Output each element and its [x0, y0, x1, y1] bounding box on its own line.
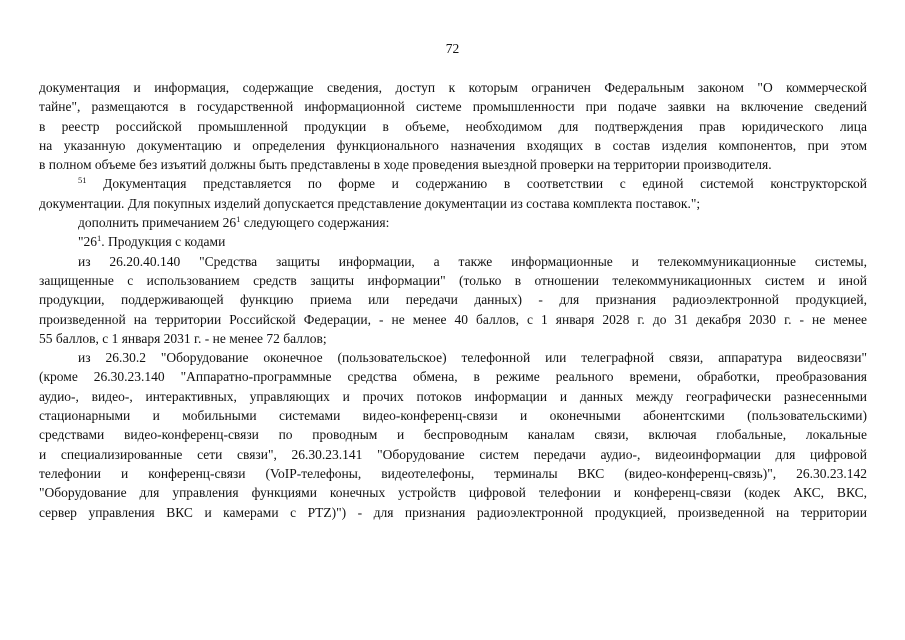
text-line: произведенной на территории Российской Федерации, - не менее 40 баллов, с 1 января 2028 г. до 31 декабря 2030 г. - не менее: [39, 311, 867, 327]
amendment-line: [39, 213, 867, 232]
text-line: документации. Для покупных изделий допускается представление документации из состава комплекта поставок.";: [39, 195, 701, 211]
text-span: . Продукция с кодами: [101, 234, 226, 250]
text-line: документация и информация, содержащие сведения, доступ к которым ограничен Федеральным законом "О коммерческой: [39, 80, 867, 95]
footnote-paragraph-line: [39, 174, 867, 193]
text-line: тайне", размещаются в государственной информационной системе промышленности при подаче заявки на включение сведений: [39, 99, 867, 115]
text-line: телефонии и конференц-связи (VoIP-телефоны, видеотелефоны, терминалы ВКС (видео-конференц-связь)", 26.30.23.142: [39, 465, 867, 481]
text-line: средствами видео-конференц-связи по проводным и беспроводным каналам связи, включая глобальные, локальные: [39, 427, 867, 443]
text-line: стационарными и мобильными системами видео-конференц-связи и оконечными абонентскими (пользовательскими): [39, 408, 867, 424]
document-body: [39, 78, 867, 522]
text-span: "26: [78, 234, 98, 250]
text-line: продукции, поддерживающей функцию приема или передачи данных) - для признания радиоэлектронной продукцией,: [39, 292, 867, 308]
text-line: "Оборудование для управления функциями конечных устройств цифровой телефонии и конференц-связи (кодек АКС, ВКС,: [39, 485, 867, 501]
page-number: 72: [445, 41, 460, 56]
superscript: 1: [97, 233, 102, 244]
text-line: из 26.20.40.140 "Средства защиты информации, а также информационные и телекоммуникационные системы,: [78, 253, 867, 269]
text-span: следующего содержания:: [240, 215, 390, 231]
text-line: 55 баллов, с 1 января 2031 г. - не менее 72 баллов;: [39, 330, 327, 346]
footnote-mark: 51: [78, 175, 87, 186]
text-line: (кроме 26.30.23.140 "Аппаратно-программные средства обмена, в режиме реального времени, обработки, преобразования: [39, 369, 867, 385]
text-span: Документация представляется по форме и содержанию в соответствии с единой системой конструкторской: [86, 176, 867, 192]
note-heading: [39, 232, 867, 251]
text-line: и специализированные сети связи", 26.30.23.141 "Оборудование систем передачи аудио-, видеоинформации для цифровой: [39, 446, 867, 462]
text-span: дополнить примечанием 26: [78, 215, 237, 231]
text-line: аудио-, видео-, интерактивных, управляющих и прочих потоков информации и данных между географически разнесенными: [39, 388, 867, 404]
text-line: в реестр российской промышленной продукции в объеме, необходимом для подтверждения прав юридического лица: [39, 118, 867, 134]
text-line: в полном объеме без изъятий должны быть представлены в ходе проведения выездной проверки на территории производителя.: [39, 157, 772, 173]
text-line: из 26.30.2 "Оборудование оконечное (пользовательское) телефонной или телеграфной связи, аппаратура видеосвязи": [78, 350, 867, 366]
text-line: защищенные с использованием средств защиты информации" (только в отношении телекоммуникационных систем и иной: [39, 272, 867, 288]
superscript: 1: [236, 214, 241, 225]
text-line: сервер управления ВКС и камерами с PTZ)") - для признания радиоэлектронной продукцией, произведенной на территории: [39, 504, 867, 520]
text-line: на указанную документацию и определения функционального назначения входящих в состав изделия компонентов, при этом: [39, 137, 867, 153]
